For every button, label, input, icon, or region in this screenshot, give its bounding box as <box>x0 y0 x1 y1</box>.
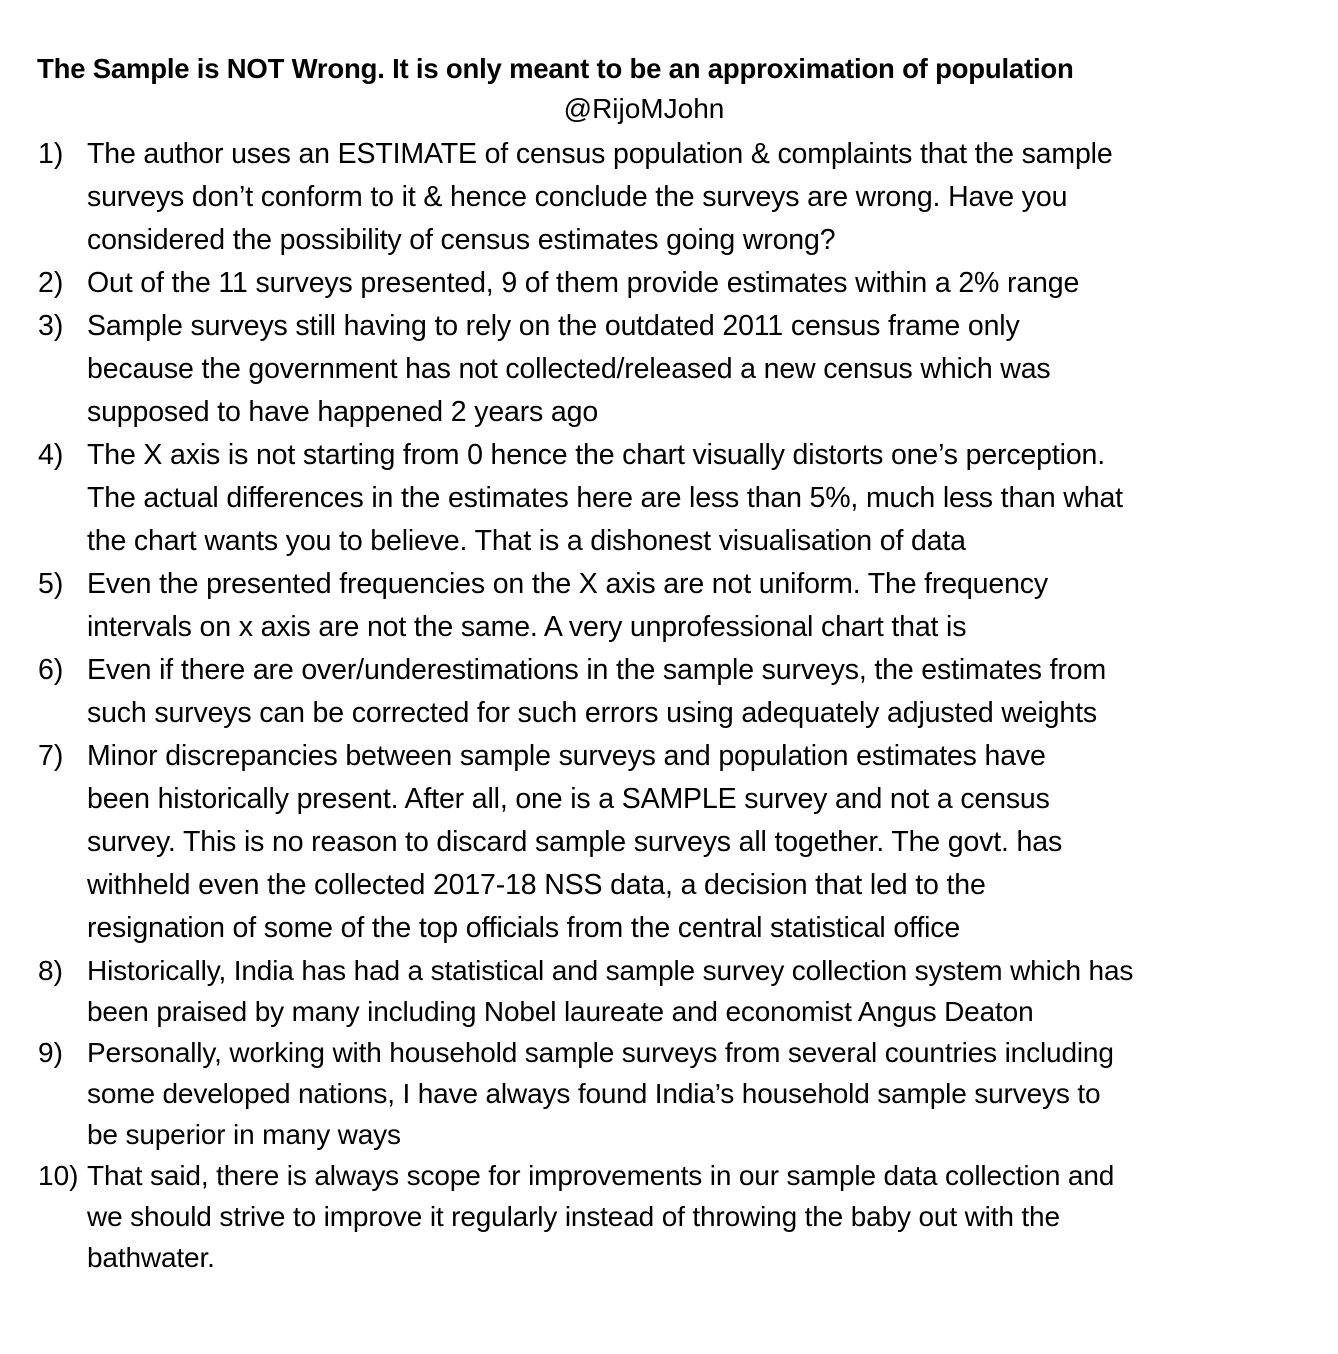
document-title: The Sample is NOT Wrong. It is only meant to be an approximation of population <box>37 53 1074 84</box>
points-list <box>0 133 1267 1278</box>
item-text-line: been praised by many including Nobel laureate and economist Angus Deaton <box>87 996 1034 1027</box>
item-text-line: intervals on x axis are not the same. A very unprofessional chart that is <box>87 611 967 643</box>
item-text-line: Personally, working with household sample surveys from several countries including <box>87 1037 1114 1068</box>
item-number: 4) <box>38 439 64 471</box>
item-text-line: supposed to have happened 2 years ago <box>87 396 599 428</box>
item-text-line: been historically present. After all, one is a SAMPLE survey and not a census <box>87 783 1050 815</box>
item-text-line: surveys don’t conform to it & hence conclude the surveys are wrong. Have you <box>87 181 1068 213</box>
item-number: 9) <box>38 1037 63 1068</box>
list-item <box>0 434 1267 563</box>
item-text-line: we should strive to improve it regularly instead of throwing the baby out with the <box>87 1201 1060 1232</box>
item-number: 3) <box>38 310 64 342</box>
item-text-line: That said, there is always scope for improvements in our sample data collection and <box>87 1160 1115 1191</box>
list-item <box>0 133 1267 262</box>
item-text-line: The actual differences in the estimates here are less than 5%, much less than what <box>87 482 1123 514</box>
item-text-line: Minor discrepancies between sample surveys and population estimates have <box>87 740 1046 772</box>
item-number: 8) <box>38 955 63 986</box>
list-item <box>0 1155 1267 1278</box>
item-number: 1) <box>38 138 64 170</box>
list-item <box>0 735 1267 950</box>
item-text-line: Even if there are over/underestimations in the sample surveys, the estimates from <box>87 654 1107 686</box>
item-number: 5) <box>38 568 64 600</box>
author-handle: @RijoMJohn <box>563 93 725 124</box>
item-text-line: the chart wants you to believe. That is a dishonest visualisation of data <box>87 525 966 557</box>
item-text-line: be superior in many ways <box>87 1119 401 1150</box>
item-text-line: such surveys can be corrected for such errors using adequately adjusted weights <box>87 697 1097 729</box>
item-text-line: The X axis is not starting from 0 hence the chart visually distorts one’s perception. <box>87 439 1105 471</box>
item-text-line: bathwater. <box>87 1242 215 1273</box>
list-item <box>0 262 1267 305</box>
item-text-line: survey. This is no reason to discard sample surveys all together. The govt. has <box>87 826 1063 858</box>
item-number: 7) <box>38 740 64 772</box>
list-item <box>0 950 1267 1032</box>
item-text-line: resignation of some of the top officials from the central statistical office <box>87 912 961 944</box>
item-text-line: considered the possibility of census estimates going wrong? <box>87 224 836 256</box>
item-text-line: because the government has not collected/released a new census which was <box>87 353 1051 385</box>
item-text-line: Even the presented frequencies on the X axis are not uniform. The frequency <box>87 568 1048 600</box>
item-number: 10) <box>38 1160 79 1191</box>
item-number: 6) <box>38 654 64 686</box>
item-text-line: Out of the 11 surveys presented, 9 of them provide estimates within a 2% range <box>87 267 1080 299</box>
item-text-line: some developed nations, I have always found India’s household sample surveys to <box>87 1078 1101 1109</box>
list-item <box>0 563 1267 649</box>
item-text-line: withheld even the collected 2017-18 NSS data, a decision that led to the <box>87 869 986 901</box>
list-item <box>0 1032 1267 1155</box>
list-item <box>0 649 1267 735</box>
item-number: 2) <box>38 267 64 299</box>
item-text-line: Historically, India has had a statistical and sample survey collection system which has <box>87 955 1134 986</box>
item-text-line: Sample surveys still having to rely on the outdated 2011 census frame only <box>87 310 1020 342</box>
item-text-line: The author uses an ESTIMATE of census population & complaints that the sample <box>87 138 1113 170</box>
list-item <box>0 305 1267 434</box>
